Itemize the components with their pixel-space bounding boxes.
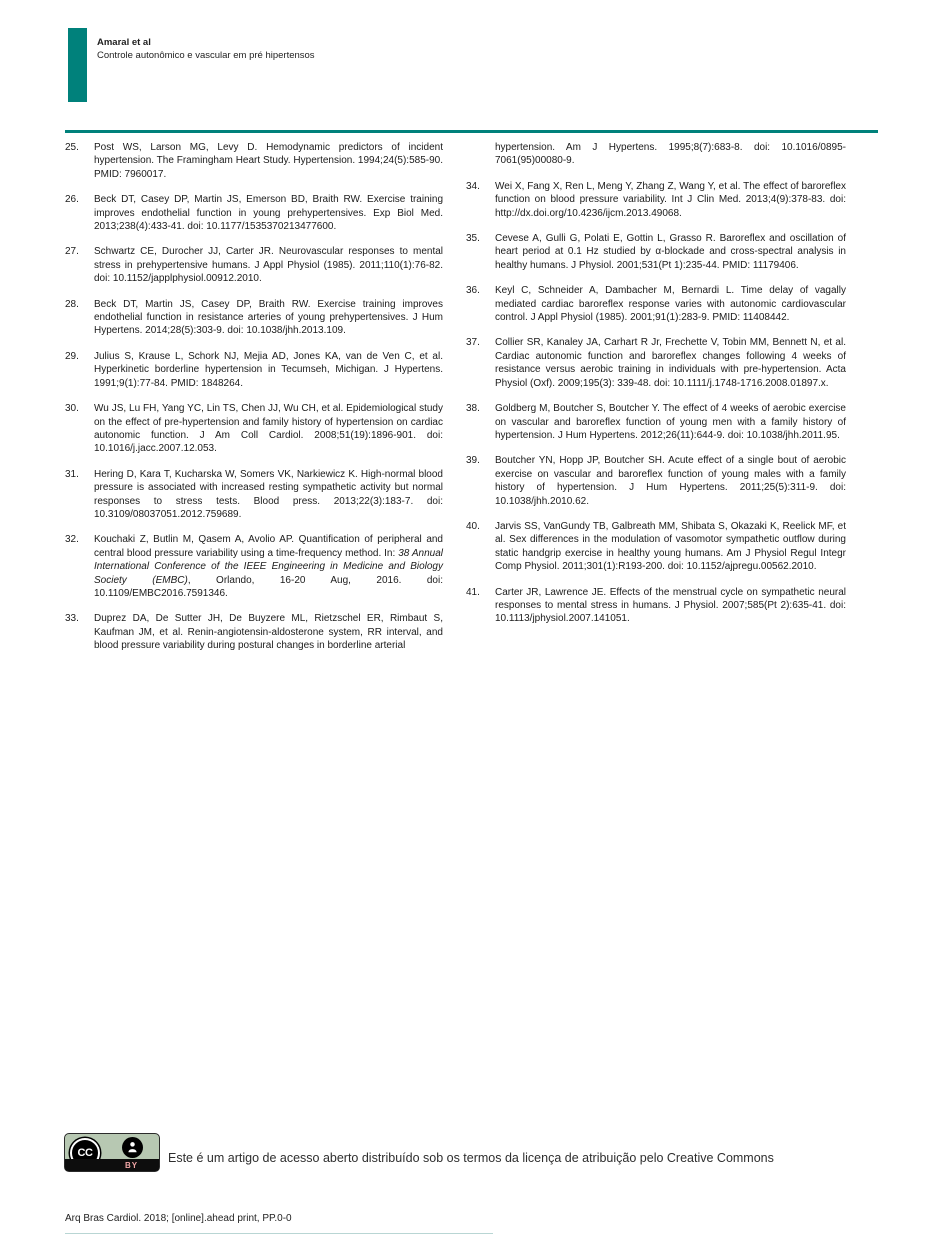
references-right-column — [466, 141, 846, 638]
reference-text — [495, 402, 846, 442]
reference-item — [65, 298, 443, 338]
reference-text — [495, 180, 846, 220]
header-authors: Amaral et al — [97, 37, 151, 48]
reference-text — [495, 232, 846, 272]
reference-number: 35. — [466, 233, 480, 245]
reference-item — [65, 193, 443, 233]
reference-item — [65, 612, 443, 652]
header-divider — [65, 130, 878, 133]
reference-text — [495, 141, 846, 168]
reference-number: 30. — [65, 403, 79, 415]
reference-item — [466, 180, 846, 220]
footer-divider — [65, 1233, 493, 1234]
reference-text-segment: Beck DT, Martin JS, Casey DP, Braith RW. Exercise training improves endothelial function in resistance arteries of young prehypertensives. J Hum Hypertens. 2014;28(5):303-9. doi: 10.1038/jhh.2013.109. — [94, 298, 443, 337]
reference-text — [94, 298, 443, 338]
reference-text-segment: Collier SR, Kanaley JA, Carhart R Jr, Frechette V, Tobin MM, Bennett N, et al. Cardiac autonomic function and baroreflex changes following 4 weeks of resistance versus aerobic training in individuals with pre-hypertension. Acta Physiol (Oxf). 2009;195(3): 339-48. doi: 10.1111/j.1748-1716.2008.01897.x. — [495, 337, 846, 389]
reference-text — [94, 193, 443, 233]
by-bar — [65, 1159, 159, 1171]
reference-number: 32. — [65, 534, 79, 546]
reference-item — [65, 402, 443, 456]
reference-number: 39. — [466, 455, 480, 467]
reference-item — [65, 533, 443, 600]
reference-text-segment: Keyl C, Schneider A, Dambacher M, Bernardi L. Time delay of vagally mediated cardiac baroreflex response varies with autonomic cardiovascular control. J Appl Physiol (1985). 2001;91(1):283-9. PMID: 11408442. — [495, 285, 846, 324]
reference-text-segment: Beck DT, Casey DP, Martin JS, Emerson BD, Braith RW. Exercise training improves endothelial function in young prehypertensives. Exp Biol Med. 2013;238(4):433-41. doi: 10.1177/1535370213477600. — [94, 194, 443, 233]
reference-item — [65, 141, 443, 181]
reference-number: 33. — [65, 613, 79, 625]
reference-text — [94, 350, 443, 390]
reference-text-segment: Carter JR, Lawrence JE. Effects of the menstrual cycle on sympathetic neural responses to mental stress in humans. J Physiol. 2007;585(Pt 2):635-41. doi: 10.1113/jphysiol.2007.141051. — [495, 586, 846, 625]
reference-text — [495, 520, 846, 574]
reference-text — [495, 454, 846, 508]
reference-number: 41. — [466, 586, 480, 598]
reference-text — [495, 586, 846, 626]
reference-item — [466, 232, 846, 272]
reference-text-segment: Goldberg M, Boutcher S, Boutcher Y. The effect of 4 weeks of aerobic exercise on vascular and baroreflex function of young men with a family history of hypertension. J Hum Hypertens. 2012;26(11):644-9. doi: 10.1038/jhh.2011.95. — [495, 403, 846, 441]
page-header — [97, 36, 315, 62]
by-label: BY — [125, 1160, 139, 1170]
reference-number: 28. — [65, 298, 79, 310]
reference-item — [466, 284, 846, 324]
reference-item — [466, 336, 846, 390]
reference-text-italic-segment: 38 Annual International Conference of the IEEE Engineering in Medicine and Biology Society (EMBC) — [94, 547, 443, 586]
reference-text-segment: Hering D, Kara T, Kucharska W, Somers VK, Narkiewicz K. High-normal blood pressure is associated with increased resting sympathetic activity but normal responses to stress tests. Blood press. 2013;22(3):183-7. doi: 10.3109/08037051.2012.759689. — [94, 468, 443, 520]
reference-text-segment: Jarvis SS, VanGundy TB, Galbreath MM, Shibata S, Okazaki K, Reelick MF, et al. Sex differences in the modulation of vasomotor sympathetic outflow during static handgrip exercise in healthy young humans. Am J Physiol Regul Integr Comp Physiol. 2011;301(1):R193-200. doi: 10.1152/ajpregu.00562.2010. — [495, 520, 846, 573]
reference-number — [466, 141, 495, 168]
reference-text-segment: Boutcher YN, Hopp JP, Boutcher SH. Acute effect of a single bout of aerobic exercise on vascular and baroreflex function of young males with a family history of hypertension. J Hum Hypertens. 2011;25(5):311-9. doi: 10.1038/jhh.2010.62. — [495, 455, 846, 507]
references-left-column — [65, 141, 443, 665]
reference-text — [495, 284, 846, 324]
reference-text-segment: Duprez DA, De Sutter JH, De Buyzere ML, Rietzschel ER, Rimbaut S, Kaufman JM, et al. Renin-angiotensin-aldosterone system, RR interval, and blood pressure variability during postural changes in borderline arterial — [94, 613, 443, 652]
reference-number: 40. — [466, 520, 480, 532]
header-accent-bar — [68, 28, 87, 102]
reference-item — [65, 350, 443, 390]
attribution-person-icon — [122, 1137, 143, 1158]
reference-text-segment: Cevese A, Gulli G, Polati E, Gottin L, Grasso R. Baroreflex and oscillation of heart period at 0.1 Hz studied by α-blockade and cross-spectral analysis in healthy humans. J Physiol. 2001;531(Pt 1):235-44. PMID: 11179406. — [495, 233, 846, 271]
cc-by-badge — [64, 1133, 160, 1172]
reference-item — [466, 586, 846, 626]
reference-text-segment: Kouchaki Z, Butlin M, Qasem A, Avolio AP. Quantification of peripheral and central blood pressure variability using a time-frequency method. In: — [94, 534, 443, 559]
reference-text — [94, 402, 443, 456]
reference-text-segment: Schwartz CE, Durocher JJ, Carter JR. Neurovascular responses to mental stress in prehypertensive humans. J Appl Physiol (1985). 2011;110(1):76-82. doi: 10.1152/japplphysiol.00912.2010. — [94, 246, 443, 285]
reference-text-segment: , Orlando, 16-20 Aug, 2016. doi: 10.1109/EMBC2016.7591346. — [94, 574, 443, 599]
reference-text — [94, 533, 443, 600]
reference-item — [466, 454, 846, 508]
reference-text — [94, 245, 443, 285]
reference-item — [466, 520, 846, 574]
reference-number: 36. — [466, 285, 480, 297]
license-text: Este é um artigo de acesso aberto distribuído sob os termos da licença de atribuição pelo Creative Commons — [168, 1151, 774, 1165]
reference-item — [65, 245, 443, 285]
header-running-title: Controle autonômico e vascular em pré hipertensos — [97, 50, 315, 61]
reference-number: 25. — [65, 142, 79, 153]
reference-text — [94, 612, 443, 652]
reference-text-segment: hypertension. Am J Hypertens. 1995;8(7):683-8. doi: 10.1016/0895-7061(95)00080-9. — [495, 142, 846, 167]
journal-citation: Arq Bras Cardiol. 2018; [online].ahead print, PP.0-0 — [65, 1213, 292, 1224]
reference-text-segment: Post WS, Larson MG, Levy D. Hemodynamic predictors of incident hypertension. The Framingham Heart Study. Hypertension. 1994;24(5):585-90. PMID: 7960017. — [94, 142, 443, 180]
reference-text — [94, 141, 443, 181]
reference-item — [466, 141, 846, 168]
reference-text-segment: Wei X, Fang X, Ren L, Meng Y, Zhang Z, Wang Y, et al. The effect of baroreflex function on blood pressure variability. Int J Clin Med. 2013;4(9):378-83. doi: http://dx.doi.org/10.4236/ijcm.2013.49068. — [495, 180, 846, 219]
reference-item — [65, 468, 443, 522]
reference-text — [495, 336, 846, 390]
reference-number: 29. — [65, 350, 79, 362]
reference-number: 26. — [65, 194, 79, 206]
reference-number: 37. — [466, 337, 480, 349]
reference-number: 31. — [65, 468, 79, 480]
reference-number: 27. — [65, 246, 79, 258]
reference-text — [94, 468, 443, 522]
reference-number: 34. — [466, 180, 480, 192]
reference-text-segment: Wu JS, Lu FH, Yang YC, Lin TS, Chen JJ, Wu CH, et al. Epidemiological study on the effect of pre-hypertension and family history of hypertension on cardiac autonomic function. J Am Coll Cardiol. 2008;51(19):1896-901. doi: 10.1016/j.jacc.2007.12.053. — [94, 403, 443, 455]
reference-text-segment: Julius S, Krause L, Schork NJ, Mejia AD, Jones KA, van de Ven C, et al. Hyperkinetic borderline hypertension in Tecumseh, Michigan. J Hypertens. 1991;9(1):77-84. PMID: 1848264. — [94, 350, 443, 389]
reference-number: 38. — [466, 403, 480, 415]
cc-label: CC — [77, 1147, 93, 1159]
reference-item — [466, 402, 846, 442]
